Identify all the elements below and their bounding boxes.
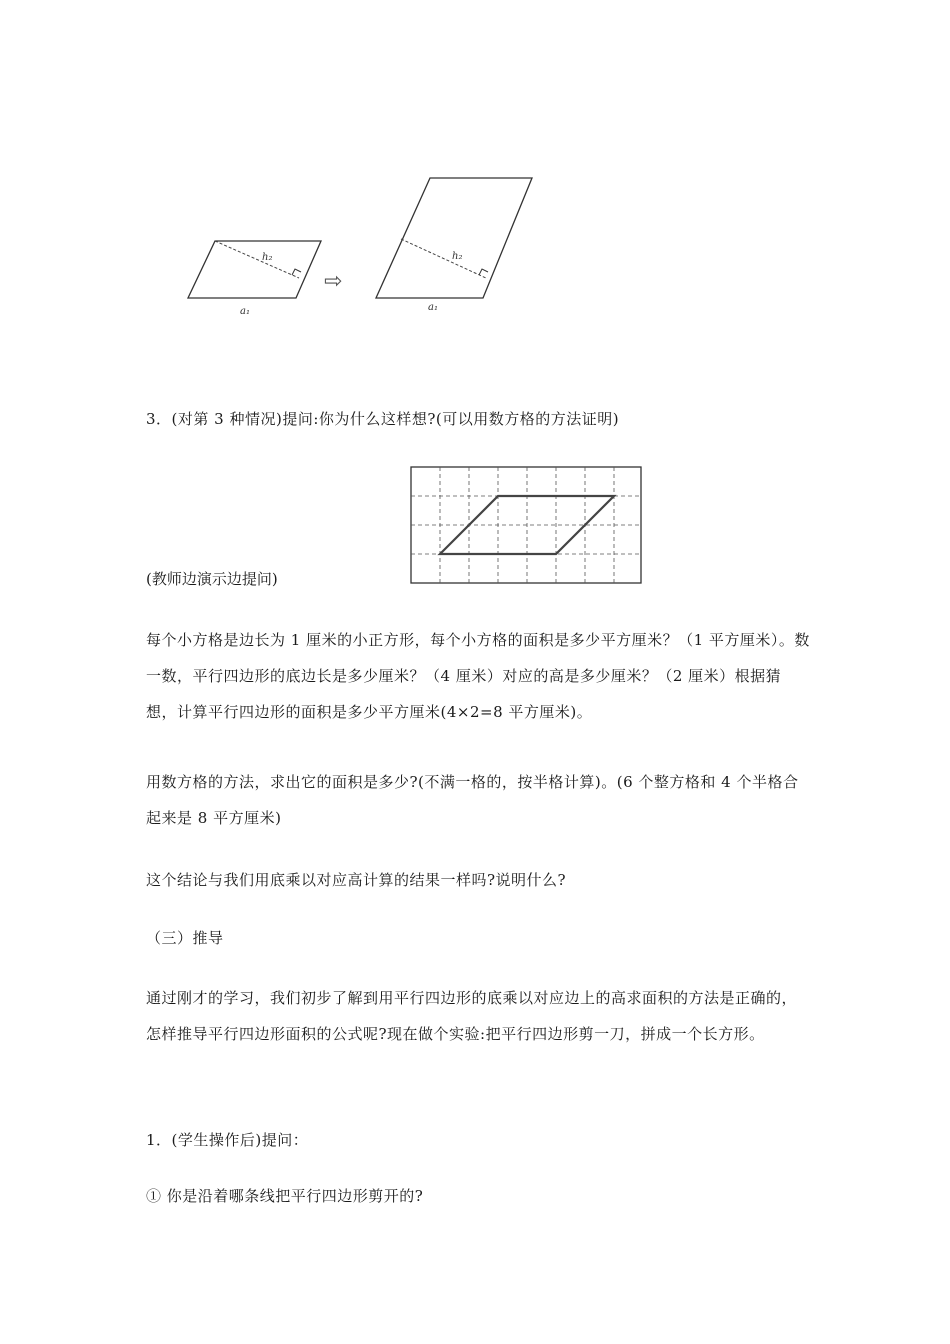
paragraph-count-squares: 用数方格的方法，求出它的面积是多少?(不满一格的，按半格计算)。(6 个整方格和 4 个半格合起来是 8 平方厘米) <box>146 773 799 827</box>
parallelogram-diagram <box>180 170 560 330</box>
right-height-dashed <box>401 239 486 278</box>
paragraph-conclusion-question: 这个结论与我们用底乘以对应高计算的结果一样吗?说明什么? <box>146 871 567 889</box>
left-height-label: h₂ <box>262 252 273 263</box>
right-base-label: a₁ <box>428 302 438 313</box>
left-base-label: a₁ <box>240 306 250 317</box>
parallelogram-transform-figure <box>180 170 560 330</box>
sub-question-1: ① 你是沿着哪条线把平行四边形剪开的? <box>146 1187 424 1205</box>
grid-parallelogram-figure <box>410 466 642 586</box>
right-parallelogram <box>376 178 532 298</box>
right-right-angle-mark <box>479 269 488 275</box>
left-height-dashed <box>215 241 299 278</box>
left-right-angle-mark <box>292 269 301 275</box>
left-parallelogram <box>188 241 321 298</box>
teacher-note: (教师边演示边提问) <box>146 570 278 588</box>
paragraph-derivation: 通过刚才的学习，我们初步了解到用平行四边形的底乘以对应边上的高求面积的方法是正确的，怎样推导平行四边形面积的公式呢?现在做个实验:把平行四边形剪一刀，拼成一个长方形。 <box>146 989 798 1043</box>
arrow-right-icon: ⇨ <box>324 269 343 294</box>
section-heading-derivation: （三）推导 <box>146 929 224 947</box>
paragraph-grid-area: 每个小方格是边长为 1 厘米的小正方形，每个小方格的面积是多少平方厘米？（1 平方厘米）。数一数，平行四边形的底边长是多少厘米？（4 厘米）对应的高是多少厘米？（2 厘米）根据猜想，计算平行四边形的面积是多少平方厘米(4×2=8 平方厘米)。 <box>146 631 810 721</box>
right-height-label: h₂ <box>452 251 463 262</box>
grid-lines <box>411 467 641 583</box>
grid-svg <box>410 466 642 586</box>
item-1-question: 1．(学生操作后)提问： <box>146 1131 309 1149</box>
item-3-question: 3．(对第 3 种情况)提问:你为什么这样想?(可以用数方格的方法证明) <box>146 410 620 428</box>
